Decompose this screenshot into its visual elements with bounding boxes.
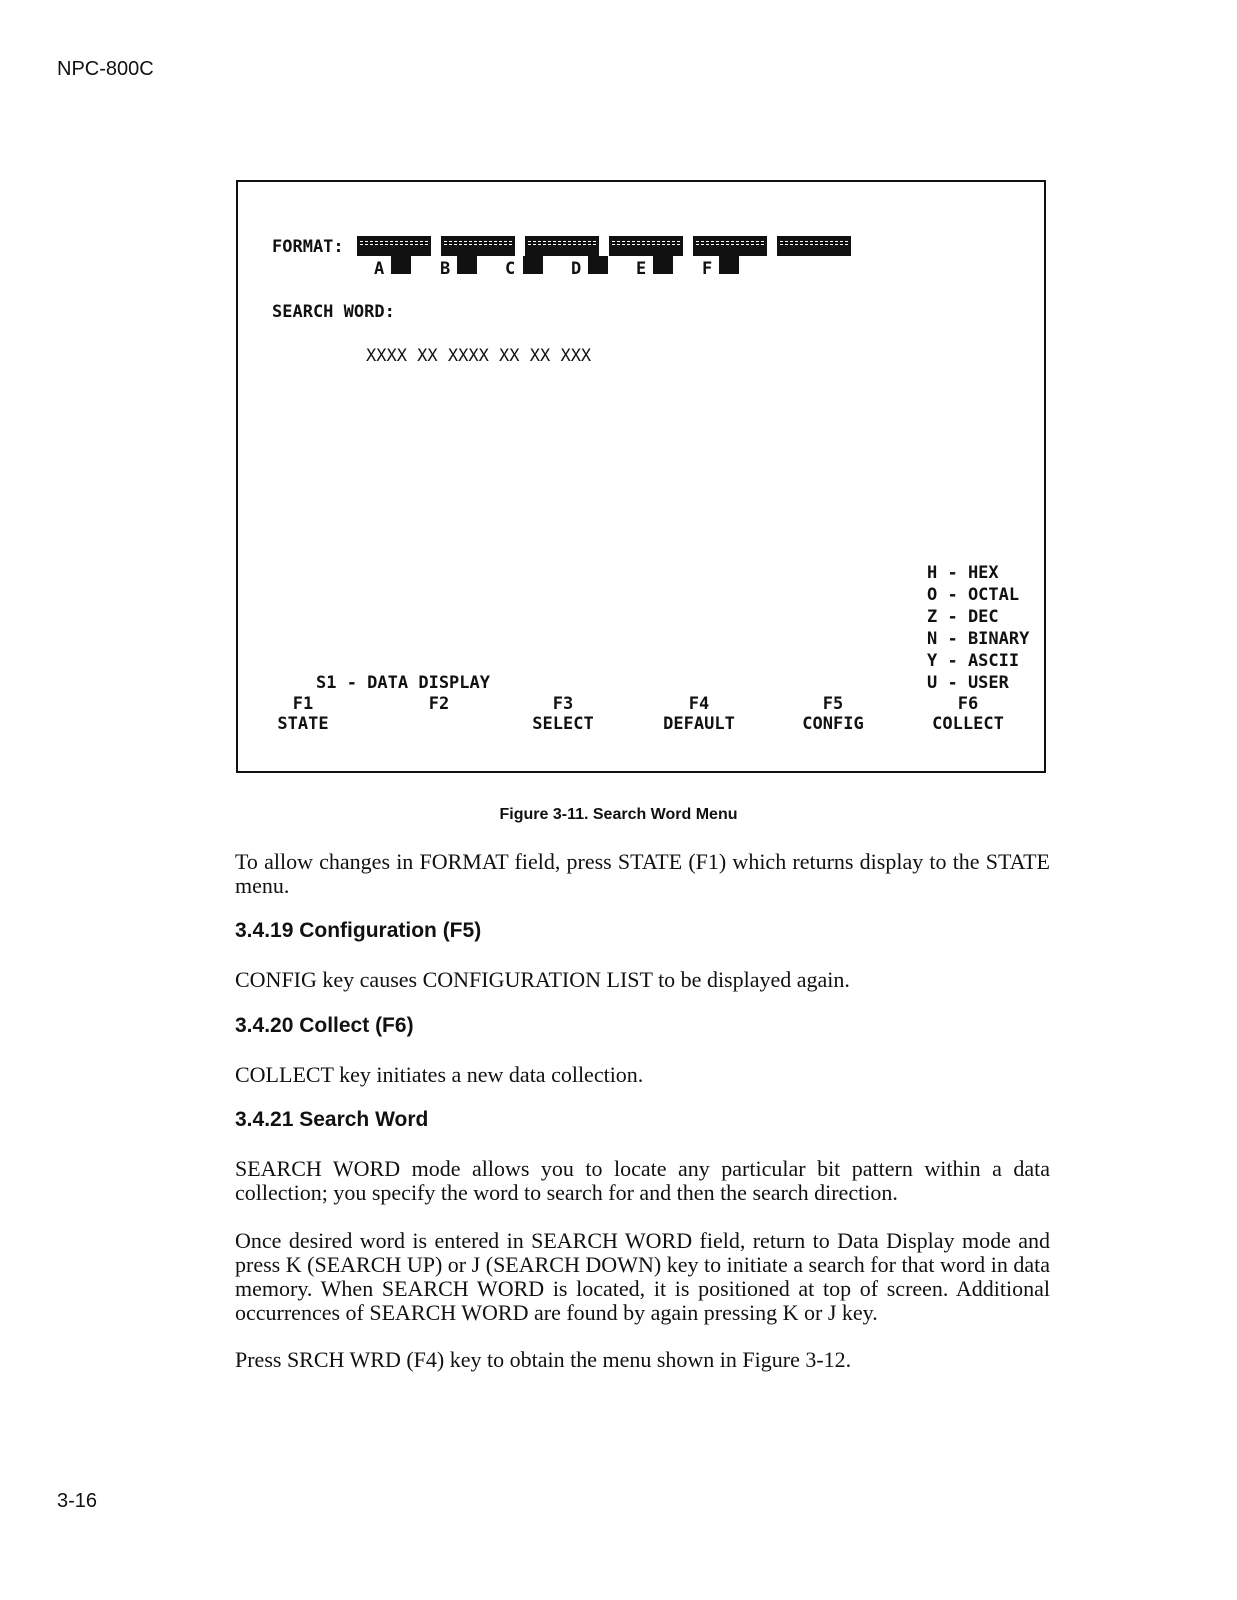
format-connector xyxy=(391,256,411,274)
radix-option-binary: N - BINARY xyxy=(927,629,1030,649)
heading-search-word: 3.4.21 Search Word xyxy=(235,1108,429,1131)
function-key-label: COLLECT xyxy=(932,714,1004,734)
format-block xyxy=(777,236,851,256)
radix-option-user: U - USER xyxy=(927,673,1009,693)
format-letter-e: E xyxy=(636,259,647,279)
figure-caption: Figure 3-11. Search Word Menu xyxy=(499,806,738,823)
format-letter-d: D xyxy=(571,259,582,279)
search-word-label: SEARCH WORD: xyxy=(272,302,395,322)
format-letter-b: B xyxy=(440,259,451,279)
format-connector xyxy=(588,256,608,274)
s1-data-display-label: S1 - DATA DISPLAY xyxy=(316,673,490,693)
paragraph-search-word-mode: SEARCH WORD mode allows you to locate any particular bit pattern within a data collection; you specify the word to search for and then the search direction. xyxy=(235,1156,1050,1205)
function-key-name: F4 xyxy=(688,694,710,714)
radix-option-dec: Z - DEC xyxy=(927,607,999,627)
format-block xyxy=(609,236,683,256)
document-id: NPC-800C xyxy=(57,58,154,80)
function-key-f4[interactable] xyxy=(644,694,754,734)
function-key-f3[interactable] xyxy=(513,694,613,734)
search-word-menu-screen xyxy=(236,180,1046,773)
radix-option-ascii: Y - ASCII xyxy=(927,651,1020,671)
paragraph-collect: COLLECT key initiates a new data collection. xyxy=(235,1062,644,1087)
format-letter-a: A xyxy=(374,259,385,279)
radix-option-octal: O - OCTAL xyxy=(927,585,1020,605)
format-connector xyxy=(719,256,739,274)
format-connector xyxy=(653,256,673,274)
function-key-label: CONFIG xyxy=(802,714,864,734)
function-key-name: F3 xyxy=(552,694,574,714)
format-block xyxy=(357,236,431,256)
function-key-label: SELECT xyxy=(532,714,594,734)
paragraph-srch-wrd: Press SRCH WRD (F4) key to obtain the menu shown in Figure 3-12. xyxy=(235,1347,852,1372)
format-letter-c: C xyxy=(505,259,516,279)
format-label: FORMAT: xyxy=(272,237,344,257)
format-connector xyxy=(523,256,543,274)
heading-configuration: 3.4.19 Configuration (F5) xyxy=(235,919,482,942)
function-key-name: F1 xyxy=(292,694,314,714)
function-key-f2[interactable] xyxy=(394,694,484,714)
function-key-f1[interactable] xyxy=(258,694,348,734)
function-key-label: STATE xyxy=(277,714,329,734)
paragraph-config: CONFIG key causes CONFIGURATION LIST to be displayed again. xyxy=(235,967,850,992)
search-word-value[interactable]: XXXX XX XXXX XX XX XXX xyxy=(366,346,592,366)
format-block xyxy=(441,236,515,256)
format-block xyxy=(693,236,767,256)
format-connector xyxy=(457,256,477,274)
function-key-f6[interactable] xyxy=(913,694,1023,734)
format-letter-f: F xyxy=(702,259,713,279)
function-key-label: DEFAULT xyxy=(663,714,735,734)
paragraph-format-changes: To allow changes in FORMAT field, press STATE (F1) which returns display to the STATE menu. xyxy=(235,849,1050,898)
function-key-name: F2 xyxy=(428,694,450,714)
paragraph-search-procedure: Once desired word is entered in SEARCH WORD field, return to Data Display mode and press K (SEARCH UP) or J (SEARCH DOWN) key to initiate a search for that word in data memory. When SEARCH WORD is located, it is positioned at top of screen. Additional occurrences of SEARCH WORD are found by again pressing K or J key. xyxy=(235,1228,1050,1325)
function-key-f5[interactable] xyxy=(783,694,883,734)
page-number: 3-16 xyxy=(57,1490,98,1512)
format-block xyxy=(525,236,599,256)
radix-option-hex: H - HEX xyxy=(927,563,999,583)
function-key-name: F6 xyxy=(957,694,979,714)
function-key-name: F5 xyxy=(822,694,844,714)
heading-collect: 3.4.20 Collect (F6) xyxy=(235,1014,414,1037)
